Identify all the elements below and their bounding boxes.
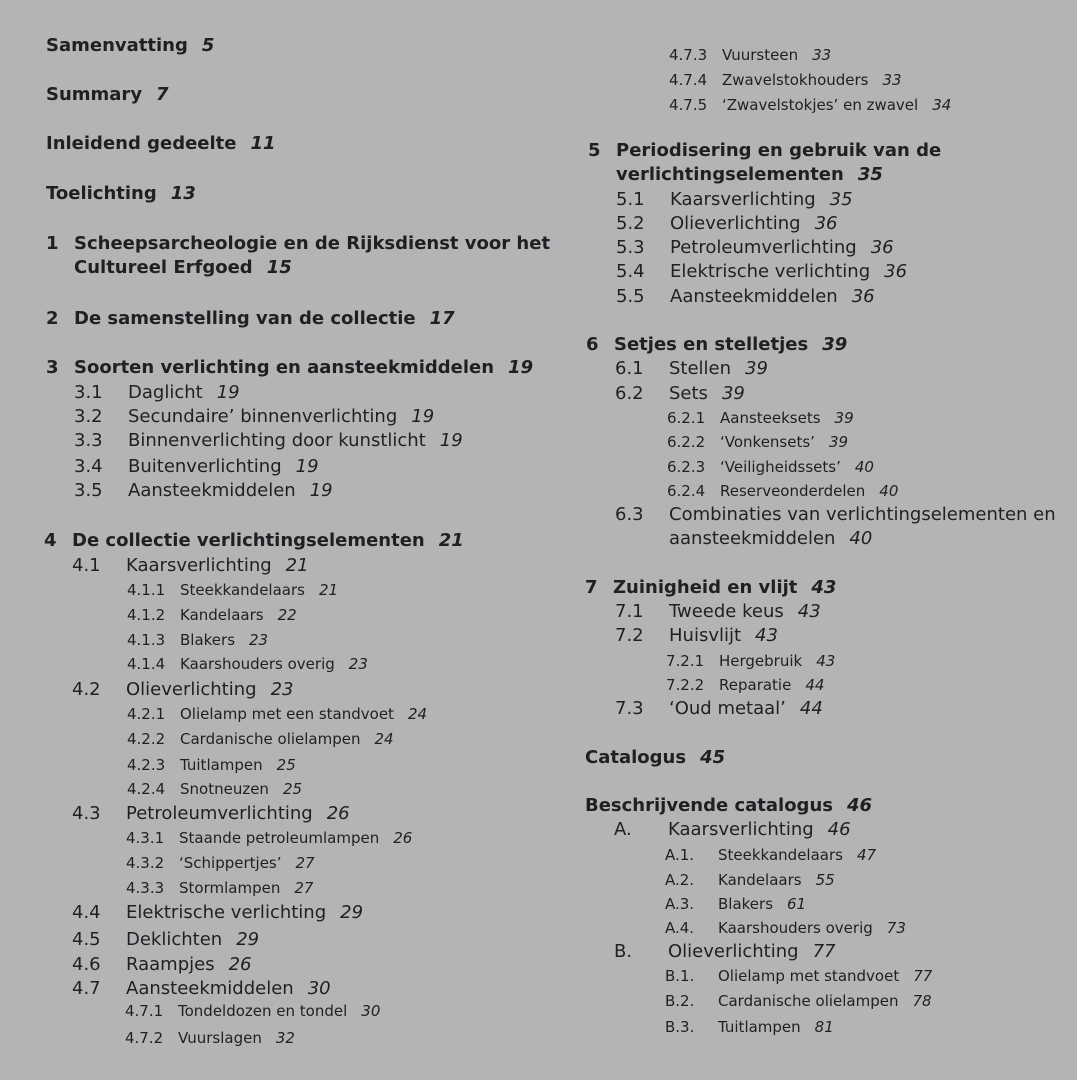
toc-entry-page: 36 [814,213,838,234]
toc-entry-number: 5.3 [616,237,645,258]
toc-entry-title: Raampjes [126,954,215,975]
toc-entry-page: 11 [250,133,276,154]
toc-entry-title: Buitenverlichting [128,456,282,477]
toc-entry-title: Kaarshouders overig [180,655,335,673]
toc-entry-page: 43 [811,577,837,598]
toc-entry [127,655,368,673]
toc-entry-title: Aansteekmiddelen [126,978,294,999]
toc-entry-title: Blakers [180,631,236,649]
toc-entry-title: Beschrijvende catalogus [585,795,833,816]
toc-entry-page: 36 [870,237,894,258]
toc-entry-page: 77 [913,967,933,985]
toc-entry [46,183,196,204]
toc-entry-title: Petroleumverlichting [126,803,313,824]
toc-entry [72,555,309,576]
toc-entry-number: 4.3.3 [126,879,165,897]
toc-entry-number: 5.5 [616,286,645,307]
toc-entry-title: Inleidend gedeelte [46,133,237,154]
toc-entry-page: 19 [216,382,240,403]
toc-entry-page: 24 [374,730,394,748]
toc-entry-page: 30 [361,1002,381,1020]
toc-entry-page: 40 [879,482,899,500]
toc-entry-page: 35 [829,189,853,210]
toc-entry [615,383,745,404]
toc-entry [127,730,394,748]
toc-entry-page: 43 [755,625,778,646]
toc-entry-page: 24 [407,705,428,723]
toc-entry-page: 44 [805,676,825,694]
toc-entry-page: 36 [884,261,908,282]
toc-entry [616,286,875,307]
toc-entry-number: 7.2.2 [666,676,705,694]
toc-entry [74,382,240,403]
toc-entry-page: 21 [285,555,309,576]
toc-entry [46,133,276,154]
toc-entry [615,698,823,719]
toc-entry-title: Zuinigheid en vlijt [613,577,798,598]
toc-entry-title: Kaarsverlichting [668,819,814,840]
toc-entry-title: Daglicht [128,382,203,403]
toc-entry [665,871,835,889]
toc-entry-number: B.1. [665,967,695,985]
toc-entry-number: 6.3 [615,504,644,525]
toc-entry-number: 6.2.4 [667,482,706,500]
toc-entry-title: Deklichten [126,929,223,950]
toc-entry-title: Setjes en stelletjes [614,334,809,355]
toc-entry-page: 17 [429,308,455,329]
toc-entry-number: 7.2 [615,625,644,646]
toc-entry-number: 2 [46,308,59,329]
toc-entry-number: 3.1 [74,382,103,403]
toc-entry-title: Aansteekmiddelen [128,480,296,501]
toc-entry [665,846,876,864]
toc-entry [615,503,1056,551]
toc-entry [667,458,874,476]
toc-entry-title: Olieverlichting [668,941,799,962]
toc-entry [667,433,848,451]
toc-entry-number: A.2. [665,871,695,889]
toc-entry [615,601,821,622]
toc-entry-title: Petroleumverlichting [670,237,857,258]
toc-entry [665,967,932,985]
toc-entry-page: 32 [275,1029,295,1047]
toc-entry-number: 4 [44,530,57,551]
toc-entry-title: Periodisering en gebruik van de [616,140,942,161]
toc-entry-page: 29 [236,929,260,950]
toc-entry-title: Steekkandelaars [718,846,843,864]
toc-entry-number: 5.2 [616,213,645,234]
toc-entry-page: 33 [812,46,832,64]
toc-entry-number: 4.1.4 [127,655,166,673]
toc-entry-page: 23 [270,679,294,700]
toc-entry-number: 4.7.5 [669,96,708,114]
toc-entry-title: Blakers [718,895,774,913]
toc-entry [46,357,533,378]
toc-entry [127,756,296,774]
toc-entry [665,895,806,913]
toc-entry-title: Olielamp met standvoet [718,967,900,985]
toc-entry-title: ‘Vonkensets’ [720,433,815,451]
toc-entry [126,879,313,897]
toc-entry-page: 46 [827,819,851,840]
toc-entry-page: 15 [266,257,292,278]
toc-entry-number: 4.7.1 [125,1002,164,1020]
toc-entry-title: ‘Oud metaal’ [669,698,786,719]
toc-entry-page: 39 [745,358,768,379]
toc-entry [127,631,268,649]
toc-entry [125,1002,380,1020]
toc-entry-page: 27 [294,879,314,897]
toc-entry-number: 5.4 [616,261,645,282]
toc-entry [74,430,463,451]
toc-entry-number: 6.2.3 [667,458,706,476]
toc-entry-page: 77 [812,941,836,962]
toc-entry [74,456,319,477]
toc-entry-number: 4.5 [72,929,101,950]
toc-entry-number: 4.3.2 [126,854,165,872]
toc-entry-page: 19 [411,406,435,427]
toc-entry-number: 3.2 [74,406,103,427]
toc-entry-number: 4.2 [72,679,101,700]
toc-entry-title: Toelichting [46,183,157,204]
toc-entry-title: Kandelaars [718,871,802,889]
toc-entry-title: Stellen [669,358,732,379]
toc-entry-title: Steekkandelaars [180,581,305,599]
toc-entry-page: 26 [228,954,252,975]
toc-entry-page: 7 [156,84,169,105]
toc-entry-page: 30 [307,978,331,999]
toc-entry-title: Hergebruik [719,652,803,670]
toc-entry-page: 81 [814,1018,834,1036]
toc-entry-title: ‘Schippertjes’ [179,854,282,872]
toc-entry [586,334,847,355]
toc-entry [615,625,778,646]
toc-entry-title: Aansteekmiddelen [670,286,838,307]
toc-entry-title: Tweede keus [669,601,784,622]
toc-entry-title: Kaarsverlichting [126,555,272,576]
toc-entry-title: Olieverlichting [126,679,257,700]
toc-entry [588,139,941,187]
toc-entry-title: Sets [669,383,708,404]
toc-entry [616,189,853,210]
toc-entry [72,954,252,975]
toc-entry-page: 47 [856,846,877,864]
toc-entry [615,358,768,379]
toc-entry-number: 3.3 [74,430,103,451]
toc-entry [127,581,338,599]
toc-entry-title: Cardanische olielampen [180,730,361,748]
toc-entry [585,747,725,768]
toc-entry-number: 6.2.1 [667,409,706,427]
toc-entry [665,1018,834,1036]
toc-entry-page: 21 [318,581,339,599]
toc-entry-number: A. [614,819,632,840]
toc-entry-number: B. [614,941,633,962]
toc-entry-number: 4.1.1 [127,581,166,599]
toc-entry-title: Tondeldozen en tondel [178,1002,348,1020]
toc-entry-title: Combinaties van verlichtingselementen en [669,504,1056,525]
toc-entry-title-continued: verlichtingselementen [616,164,844,185]
toc-entry-number: 4.1.3 [127,631,166,649]
toc-entry-number: 4.7.4 [669,71,708,89]
toc-entry-page: 27 [295,854,315,872]
toc-entry [614,941,835,962]
toc-entry-page: 46 [846,795,873,816]
toc-entry-page: 43 [816,652,836,670]
toc-entry [46,35,214,56]
toc-entry-number: 4.4 [72,902,101,923]
toc-entry-title: Reparatie [719,676,792,694]
toc-entry [585,577,836,598]
toc-entry-title: Huisvlijt [669,625,742,646]
toc-entry-number: 4.2.3 [127,756,166,774]
toc-entry-number: B.3. [665,1018,695,1036]
toc-entry-title: Samenvatting [46,35,188,56]
toc-entry-title: De collectie verlichtingselementen [72,530,425,551]
toc-entry-page: 23 [249,631,269,649]
toc-entry [72,902,363,923]
toc-entry-title: Summary [46,84,143,105]
toc-entry-number: 4.1 [72,555,101,576]
toc-entry-page: 33 [882,71,902,89]
toc-entry-page: 39 [834,409,854,427]
toc-entry-page: 39 [721,383,745,404]
toc-entry-title: Secundaire’ binnenverlichting [128,406,398,427]
toc-entry-page: 78 [912,992,932,1010]
toc-entry-page: 39 [822,334,848,355]
toc-entry [46,84,169,105]
toc-entry-number: 6.2 [615,383,644,404]
toc-entry [616,213,837,234]
toc-entry-title: Tuitlampen [180,756,263,774]
toc-entry [616,237,894,258]
toc-entry-page: 36 [851,286,875,307]
toc-entry [72,978,331,999]
toc-entry-title: Tuitlampen [718,1018,801,1036]
toc-entry [665,919,906,937]
toc-entry-number: 4.6 [72,954,101,975]
toc-entry [127,780,302,798]
toc-entry-page: 44 [799,698,823,719]
toc-entry-page: 61 [787,895,807,913]
toc-entry [667,409,854,427]
toc-entry-page: 43 [797,601,821,622]
toc-entry [667,482,898,500]
toc-entry-page: 25 [276,756,296,774]
toc-entry-number: 3.4 [74,456,103,477]
toc-entry-title: Kaarsverlichting [670,189,816,210]
toc-entry-number: 3 [46,357,59,378]
toc-entry-number: 5.1 [616,189,645,210]
toc-entry-title: Binnenverlichting door kunstlicht [128,430,426,451]
toc-entry-title: ‘Veiligheidssets’ [720,458,841,476]
toc-entry-title: ‘Zwavelstokjes’ en zwavel [722,96,919,114]
toc-entry-number: 4.7.3 [669,46,708,64]
toc-entry-page: 40 [854,458,874,476]
toc-entry-number: 3.5 [74,480,103,501]
toc-entry-title: Kaarshouders overig [718,919,873,937]
toc-entry [46,308,455,329]
toc-entry-page: 22 [277,606,297,624]
toc-entry-title: Elektrische verlichting [670,261,871,282]
toc-entry-page: 5 [201,35,215,56]
toc-entry-page: 25 [282,780,303,798]
toc-entry-page: 73 [886,919,906,937]
toc-entry-title: Kandelaars [180,606,264,624]
toc-entry [72,679,293,700]
toc-entry [125,1029,295,1047]
toc-entry [127,705,427,723]
toc-entry-page: 26 [393,829,413,847]
toc-entry-page: 19 [439,430,463,451]
toc-entry-number: 4.2.1 [127,705,166,723]
toc-entry-number: 7.3 [615,698,644,719]
toc-entry [665,992,932,1010]
toc-entry-title: Olielamp met een standvoet [180,705,394,723]
toc-entry-number: A.4. [665,919,695,937]
toc-entry [44,530,464,551]
toc-entry-title: Cardanische olielampen [718,992,899,1010]
toc-entry [669,46,831,64]
toc-entry-number: 4.2.4 [127,780,166,798]
toc-entry-number: 4.7 [72,978,101,999]
toc-entry-number: 4.3.1 [126,829,165,847]
toc-entry-title: Scheepsarcheologie en de Rijksdienst voor het [74,233,551,254]
toc-entry-title: Stormlampen [179,879,281,897]
toc-entry-title: Elektrische verlichting [126,902,327,923]
toc-entry-page: 23 [348,655,368,673]
toc-entry-number: 5 [588,140,601,161]
toc-entry-page: 19 [309,480,333,501]
toc-entry-title: Vuursteen [722,46,799,64]
toc-entry-page: 40 [849,528,873,549]
toc-entry-title: Olieverlichting [670,213,801,234]
toc-entry-title: Staande petroleumlampen [179,829,380,847]
toc-entry [127,606,297,624]
toc-entry-number: B.2. [665,992,695,1010]
toc-entry-page: 34 [932,96,952,114]
toc-entry-page: 29 [340,902,364,923]
toc-entry [666,652,835,670]
toc-entry-title: De samenstelling van de collectie [74,308,416,329]
toc-entry-number: 6.2.2 [667,433,706,451]
toc-entry-title: Soorten verlichting en aansteekmiddelen [74,357,495,378]
toc-entry [666,676,824,694]
toc-entry-page: 35 [857,164,883,185]
toc-entry-number: 4.1.2 [127,606,166,624]
toc-entry-title: Vuurslagen [178,1029,262,1047]
toc-entry [126,829,412,847]
toc-entry [614,819,851,840]
toc-entry-page: 55 [815,871,835,889]
toc-entry-number: 1 [46,233,59,254]
toc-entry [72,929,259,950]
toc-entry-title: Reserveonderdelen [720,482,866,500]
toc-entry-number: 6.1 [615,358,644,379]
toc-entry-title: Aansteeksets [720,409,821,427]
toc-entry [74,480,333,501]
toc-entry-page: 26 [326,803,350,824]
toc-entry [669,71,902,89]
toc-entry-page: 19 [295,456,319,477]
toc-entry [585,795,872,816]
toc-entry-page: 13 [170,183,196,204]
toc-entry [669,96,951,114]
toc-entry-page: 45 [700,747,726,768]
toc-entry-title: Catalogus [585,747,687,768]
toc-entry-title-continued: Cultureel Erfgoed [74,257,253,278]
toc-entry [46,232,550,280]
toc-entry-number: A.1. [665,846,695,864]
toc-entry-number: 7.1 [615,601,644,622]
toc-entry [616,261,907,282]
toc-entry-number: 4.3 [72,803,101,824]
toc-entry-number: 7 [585,577,598,598]
toc-entry-title-continued: aansteekmiddelen [669,528,836,549]
toc-entry [72,803,350,824]
toc-entry-number: 7.2.1 [666,652,705,670]
toc-entry-page: 19 [508,357,534,378]
toc-entry-title: Zwavelstokhouders [722,71,869,89]
toc-entry-page: 39 [828,433,849,451]
toc-entry-number: 6 [586,334,599,355]
toc-entry-page: 21 [438,530,464,551]
toc-entry-number: 4.2.2 [127,730,166,748]
toc-entry-number: 4.7.2 [125,1029,164,1047]
toc-entry-number: A.3. [665,895,695,913]
toc-entry [126,854,315,872]
toc-entry [74,406,434,427]
toc-entry-title: Snotneuzen [180,780,269,798]
